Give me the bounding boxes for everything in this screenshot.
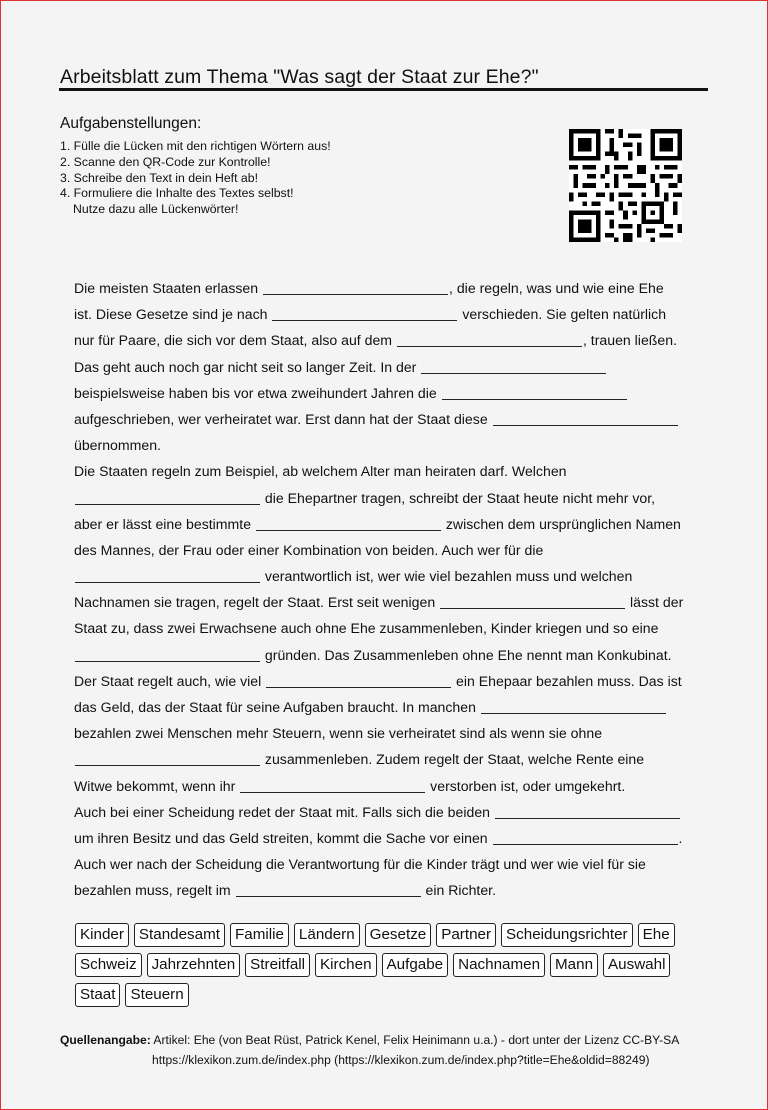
blank-field[interactable] bbox=[266, 687, 451, 688]
word-chip[interactable]: Kirchen bbox=[315, 953, 377, 977]
source-label: Quellenangabe: bbox=[60, 1033, 151, 1047]
word-chip[interactable]: Gesetze bbox=[365, 923, 432, 947]
text-line: bezahlen muss, regelt im ein Richter. bbox=[74, 882, 497, 899]
word-chip[interactable]: Kinder bbox=[75, 923, 129, 947]
blank-field[interactable] bbox=[263, 294, 448, 295]
text-line: Witwe bekommt, wenn ihr verstorben ist, oder umgekehrt. bbox=[74, 777, 626, 794]
text-line: übernommen. bbox=[74, 437, 161, 454]
word-chip[interactable]: Mann bbox=[550, 953, 598, 977]
blank-field[interactable] bbox=[495, 818, 680, 819]
word-chip[interactable]: Steuern bbox=[125, 983, 188, 1007]
blank-field[interactable] bbox=[493, 425, 678, 426]
word-chip[interactable]: Ehe bbox=[638, 923, 675, 947]
task-item: 3. Schreibe den Text in dein Heft ab! bbox=[60, 170, 259, 185]
text-line: verantwortlich ist, wer wie viel bezahlen muss und welchen bbox=[74, 563, 704, 589]
word-chip[interactable]: Standesamt bbox=[134, 923, 225, 947]
text-line: Das geht auch noch gar nicht seit so langer Zeit. In der bbox=[74, 354, 704, 380]
blank-field[interactable] bbox=[75, 582, 260, 583]
title-divider bbox=[59, 88, 708, 91]
text-line: beispielsweise haben bis vor etwa zweihundert Jahren die bbox=[74, 380, 704, 406]
blank-field[interactable] bbox=[397, 346, 582, 347]
source-link[interactable]: https://klexikon.zum.de/index.php (https://klexikon.zum.de/index.php?title=Ehe&oldid=88249) bbox=[152, 1053, 650, 1067]
word-chip[interactable]: Nachnamen bbox=[453, 953, 545, 977]
text-line: Die meisten Staaten erlassen , die regeln, was und wie eine Ehe bbox=[74, 280, 664, 296]
word-chip[interactable]: Schweiz bbox=[75, 953, 142, 977]
blank-field[interactable] bbox=[481, 713, 666, 714]
word-chip[interactable]: Scheidungsrichter bbox=[501, 923, 633, 947]
text-line: Der Staat regelt auch, wie viel ein Ehepaar bezahlen muss. Das ist bbox=[74, 672, 682, 689]
task-list bbox=[60, 139, 331, 218]
qr-code-icon[interactable] bbox=[569, 129, 682, 242]
blank-field[interactable] bbox=[440, 608, 625, 609]
text-line: ist. Diese Gesetze sind je nach verschieden. Sie gelten natürlich bbox=[74, 306, 667, 323]
word-chip[interactable]: Auswahl bbox=[603, 953, 670, 977]
text-line: aufgeschrieben, wer verheiratet war. Erst dann hat der Staat diese bbox=[74, 406, 704, 432]
text-line: bezahlen zwei Menschen mehr Steuern, wenn sie verheiratet sind als wenn sie ohne bbox=[74, 725, 603, 742]
blank-field[interactable] bbox=[272, 320, 457, 321]
blank-field[interactable] bbox=[421, 373, 606, 374]
page-title: Arbeitsblatt zum Thema "Was sagt der Staat zur Ehe?" bbox=[60, 66, 539, 88]
word-chip[interactable]: Partner bbox=[436, 923, 496, 947]
source-citation bbox=[60, 1030, 720, 1070]
text-line: Nachnamen sie tragen, regelt der Staat. Erst seit wenigen lässt der bbox=[74, 594, 684, 611]
cloze-text bbox=[74, 275, 704, 904]
word-chip[interactable]: Aufgabe bbox=[382, 953, 449, 977]
blank-field[interactable] bbox=[75, 661, 260, 662]
word-chip[interactable]: Familie bbox=[230, 923, 289, 947]
tasks-heading: Aufgabenstellungen: bbox=[60, 115, 202, 132]
task-item: 2. Scanne den QR-Code zur Kontrolle! bbox=[60, 154, 271, 169]
text-line: nur für Paare, die sich vor dem Staat, also auf dem , trauen ließen. bbox=[74, 332, 677, 349]
text-line: um ihren Besitz und das Geld streiten, kommt die Sache vor einen . bbox=[74, 829, 683, 846]
text-line: das Geld, das der Staat für seine Aufgaben braucht. In manchen bbox=[74, 694, 704, 720]
blank-field[interactable] bbox=[240, 792, 425, 793]
blank-field[interactable] bbox=[256, 530, 441, 531]
word-chip[interactable]: Jahrzehnten bbox=[147, 953, 241, 977]
word-bank bbox=[75, 923, 715, 1007]
task-item: 4. Formuliere die Inhalte des Textes selbst! bbox=[60, 186, 294, 201]
word-chip[interactable]: Staat bbox=[75, 983, 120, 1007]
text-line: Auch bei einer Scheidung redet der Staat mit. Falls sich die beiden bbox=[74, 799, 704, 825]
blank-field[interactable] bbox=[236, 896, 421, 897]
task-item: Nutze dazu alle Lückenwörter! bbox=[73, 202, 239, 217]
text-line: zusammenleben. Zudem regelt der Staat, welche Rente eine bbox=[74, 746, 704, 772]
text-line: die Ehepartner tragen, schreibt der Staat heute nicht mehr vor, bbox=[74, 485, 704, 511]
text-line: Staat zu, dass zwei Erwachsene auch ohne Ehe zusammenleben, Kinder kriegen und so eine bbox=[74, 620, 659, 637]
blank-field[interactable] bbox=[493, 844, 678, 845]
text-line: des Mannes, der Frau oder einer Kombination von beiden. Auch wer für die bbox=[74, 541, 544, 558]
blank-field[interactable] bbox=[442, 399, 627, 400]
blank-field[interactable] bbox=[75, 765, 260, 766]
text-line: aber er lässt eine bestimmte zwischen dem ursprünglichen Namen bbox=[74, 515, 681, 532]
text-line: gründen. Das Zusammenleben ohne Ehe nennt man Konkubinat. bbox=[74, 642, 704, 668]
text-line: Auch wer nach der Scheidung die Verantwortung für die Kinder trägt und wer wie viel für sie bbox=[74, 856, 646, 873]
blank-field[interactable] bbox=[75, 504, 260, 505]
text-line: Die Staaten regeln zum Beispiel, ab welchem Alter man heiraten darf. Welchen bbox=[74, 463, 567, 480]
task-item: 1. Fülle die Lücken mit den richtigen Wörtern aus! bbox=[60, 139, 331, 153]
word-chip[interactable]: Ländern bbox=[294, 923, 360, 947]
word-chip[interactable]: Streitfall bbox=[245, 953, 310, 977]
source-line: Quellenangabe: Artikel: Ehe (von Beat Rüst, Patrick Kenel, Felix Heinimann u.a.) - dort unter der Lizenz CC-BY-SA bbox=[60, 1033, 680, 1047]
